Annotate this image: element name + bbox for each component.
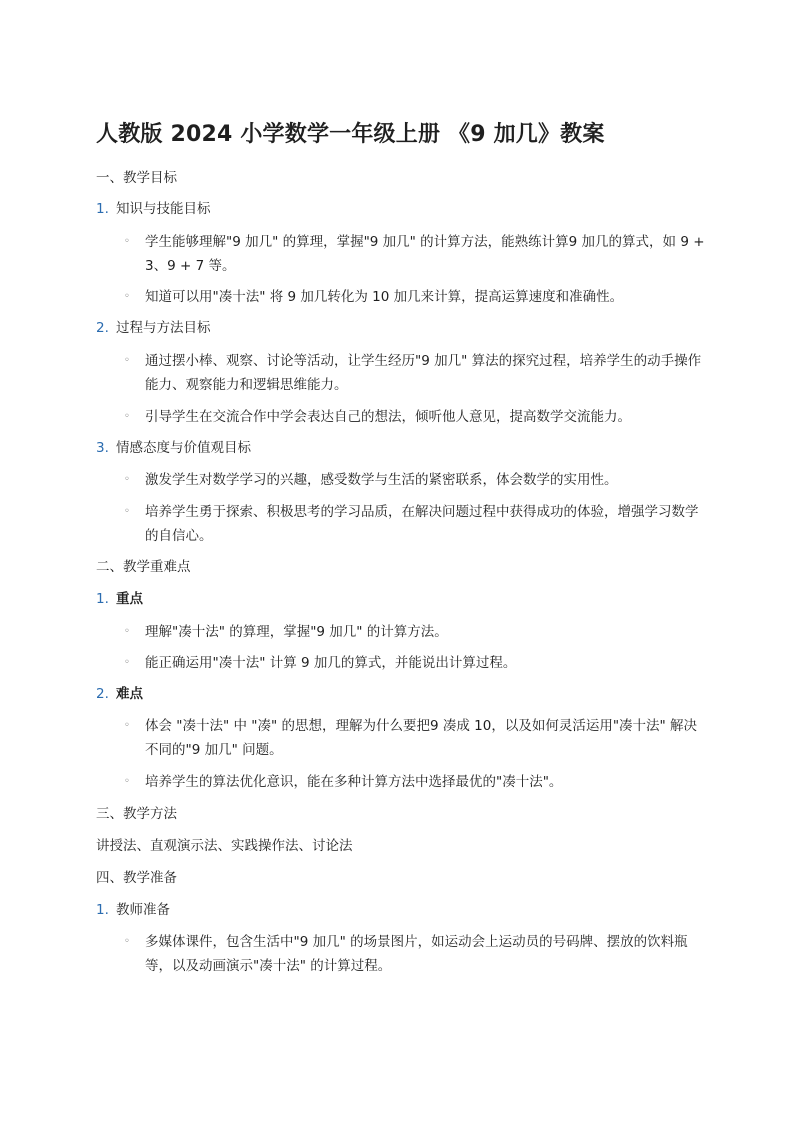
section-heading-methods: 三、教学方法: [96, 806, 177, 822]
bullet-icon: ◦: [124, 291, 130, 302]
list-number: 2.: [96, 686, 109, 702]
bullet-icon: ◦: [124, 411, 130, 422]
list-number: 1.: [96, 902, 109, 918]
bullet-icon: ◦: [124, 657, 130, 668]
goal-label-knowledge: 知识与技能目标: [116, 201, 211, 217]
list-item: 多媒体课件，包含生活中"9 加几" 的场景图片，如运动会上运动员的号码牌、摆放的饮料瓶等，以及动画演示"凑十法" 的计算过程。: [145, 934, 688, 974]
prep-label-teacher: 教师准备: [116, 902, 170, 918]
bullet-icon: ◦: [124, 355, 130, 366]
list-item: 引导学生在交流合作中学会表达自己的想法，倾听他人意见，提高数学交流能力。: [145, 409, 631, 425]
list-item: 培养学生勇于探索、积极思考的学习品质，在解决问题过程中获得成功的体验，增强学习数学的自信心。: [145, 504, 699, 544]
difficulty-label: 难点: [116, 686, 143, 702]
bullet-icon: ◦: [124, 776, 130, 787]
section-heading-goals: 一、教学目标: [96, 170, 177, 186]
bullet-icon: ◦: [124, 720, 130, 731]
methods-text: 讲授法、直观演示法、实践操作法、讨论法: [96, 838, 353, 854]
list-number: 2.: [96, 320, 109, 336]
bullet-icon: ◦: [124, 626, 130, 637]
list-item: 能正确运用"凑十法" 计算 9 加几的算式，并能说出计算过程。: [145, 655, 517, 671]
list-item: 培养学生的算法优化意识，能在多种计算方法中选择最优的"凑十法"。: [145, 774, 563, 790]
bullet-icon: ◦: [124, 506, 130, 517]
list-item: 理解"凑十法" 的算理，掌握"9 加几" 的计算方法。: [145, 624, 448, 640]
goal-label-process: 过程与方法目标: [116, 320, 211, 336]
list-item: 知道可以用"凑十法" 将 9 加几转化为 10 加几来计算，提高运算速度和准确性。: [145, 289, 624, 305]
list-item: 激发学生对数学学习的兴趣，感受数学与生活的紧密联系，体会数学的实用性。: [145, 472, 618, 488]
list-number: 1.: [96, 591, 109, 607]
list-number: 1.: [96, 201, 109, 217]
list-item: 通过摆小棒、观察、讨论等活动，让学生经历"9 加几" 算法的探究过程，培养学生的动手操作能力、观察能力和逻辑思维能力。: [145, 353, 702, 393]
list-number: 3.: [96, 440, 109, 456]
bullet-icon: ◦: [124, 474, 130, 485]
key-point-label: 重点: [116, 591, 143, 607]
list-item: 体会 "凑十法" 中 "凑" 的思想，理解为什么要把9 凑成 10，以及如何灵活运用"凑十法" 解决不同的"9 加几" 问题。: [145, 718, 698, 758]
goal-label-attitude: 情感态度与价值观目标: [116, 440, 251, 456]
section-heading-key-points: 二、教学重难点: [96, 559, 191, 575]
list-item: 学生能够理解"9 加几" 的算理，掌握"9 加几" 的计算方法，能熟练计算9 加几的算式，如 9 + 3、9 + 7 等。: [145, 234, 705, 274]
section-heading-preparation: 四、教学准备: [96, 870, 177, 886]
bullet-icon: ◦: [124, 936, 130, 947]
bullet-icon: ◦: [124, 236, 130, 247]
document-title: 人教版 2024 小学数学一年级上册 《9 加几》教案: [96, 122, 605, 147]
